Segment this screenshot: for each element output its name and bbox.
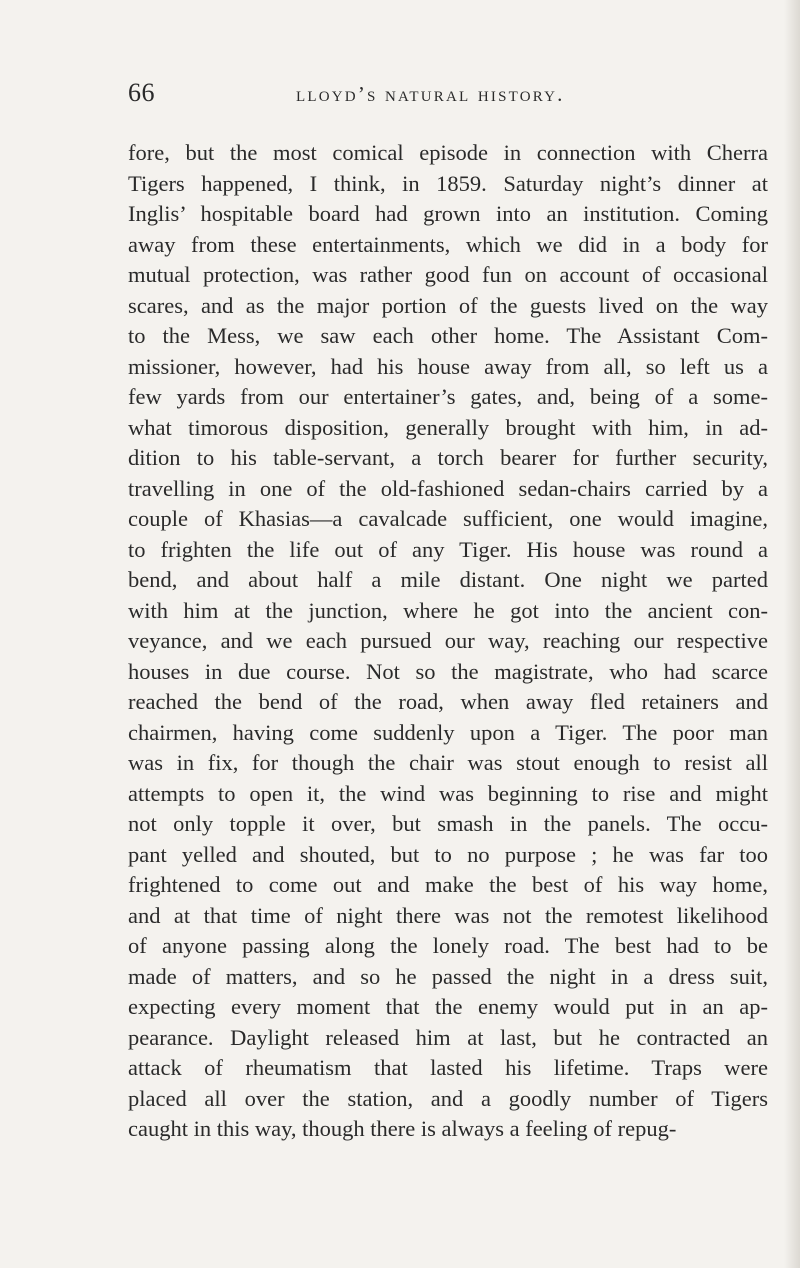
text-line: placed all over the station, and a goodly number of Tigers	[128, 1085, 768, 1111]
text-line: not only topple it over, but smash in the panels. The occu-	[128, 811, 768, 836]
text-line: few yards from our entertainer’s gates, and, being of a some-	[128, 384, 768, 409]
text-line: pant yelled and shouted, but to no purpose ; he was far too	[128, 841, 768, 867]
text-line: attempts to open it, the wind was beginning to rise and might	[128, 780, 768, 806]
text-line: missioner, however, had his house away from all, so left us a	[128, 353, 768, 379]
text-line: what timorous disposition, generally brought with him, in ad-	[128, 414, 768, 440]
text-line: couple of Khasias—a cavalcade sufficient, one would imagine,	[128, 506, 768, 531]
text-line: chairmen, having come suddenly upon a Tiger. The poor man	[128, 719, 768, 745]
page-edge-shadow	[784, 0, 800, 1268]
text-line: away from these entertainments, which we did in a body for	[128, 231, 768, 257]
text-line: scares, and as the major portion of the guests lived on the way	[128, 292, 768, 318]
text-line: with him at the junction, where he got into the ancient con-	[128, 597, 768, 623]
text-line: of anyone passing along the lonely road. The best had to be	[128, 933, 768, 958]
text-line: pearance. Daylight released him at last, but he contracted an	[128, 1024, 768, 1050]
text-line: frightened to come out and make the best of his way home,	[128, 872, 768, 897]
text-line: expecting every moment that the enemy would put in an ap-	[128, 994, 768, 1019]
page-number: 66	[128, 78, 155, 107]
text-line: caught in this way, though there is always a feeling of repug-	[128, 1116, 677, 1141]
text-line: made of matters, and so he passed the night in a dress suit,	[128, 963, 768, 989]
text-line: attack of rheumatism that lasted his lifetime. Traps were	[128, 1055, 768, 1080]
text-line: to frighten the life out of any Tiger. His house was round a	[128, 536, 768, 562]
text-line: Tigers happened, I think, in 1859. Saturday night’s dinner at	[128, 170, 768, 196]
body-text	[128, 138, 768, 1145]
text-line: Inglis’ hospitable board had grown into an institution. Coming	[128, 201, 768, 226]
text-line: dition to his table-servant, a torch bearer for further security,	[128, 445, 768, 470]
text-line: and at that time of night there was not the remotest likelihood	[128, 902, 768, 928]
text-line: mutual protection, was rather good fun on account of occasional	[128, 262, 768, 287]
text-line: veyance, and we each pursued our way, reaching our respective	[128, 628, 768, 653]
running-head	[128, 78, 768, 112]
text-line: travelling in one of the old-fashioned sedan-chairs carried by a	[128, 475, 768, 501]
text-line: fore, but the most comical episode in connection with Cherra	[128, 140, 768, 165]
text-line: was in fix, for though the chair was stout enough to resist all	[128, 750, 768, 775]
text-line: bend, and about half a mile distant. One night we parted	[128, 567, 768, 592]
text-line: houses in due course. Not so the magistrate, who had scarce	[128, 658, 768, 684]
running-title: lloyd’s natural history.	[296, 82, 565, 106]
text-line: reached the bend of the road, when away fled retainers and	[128, 689, 768, 714]
text-line: to the Mess, we saw each other home. The Assistant Com-	[128, 323, 768, 348]
